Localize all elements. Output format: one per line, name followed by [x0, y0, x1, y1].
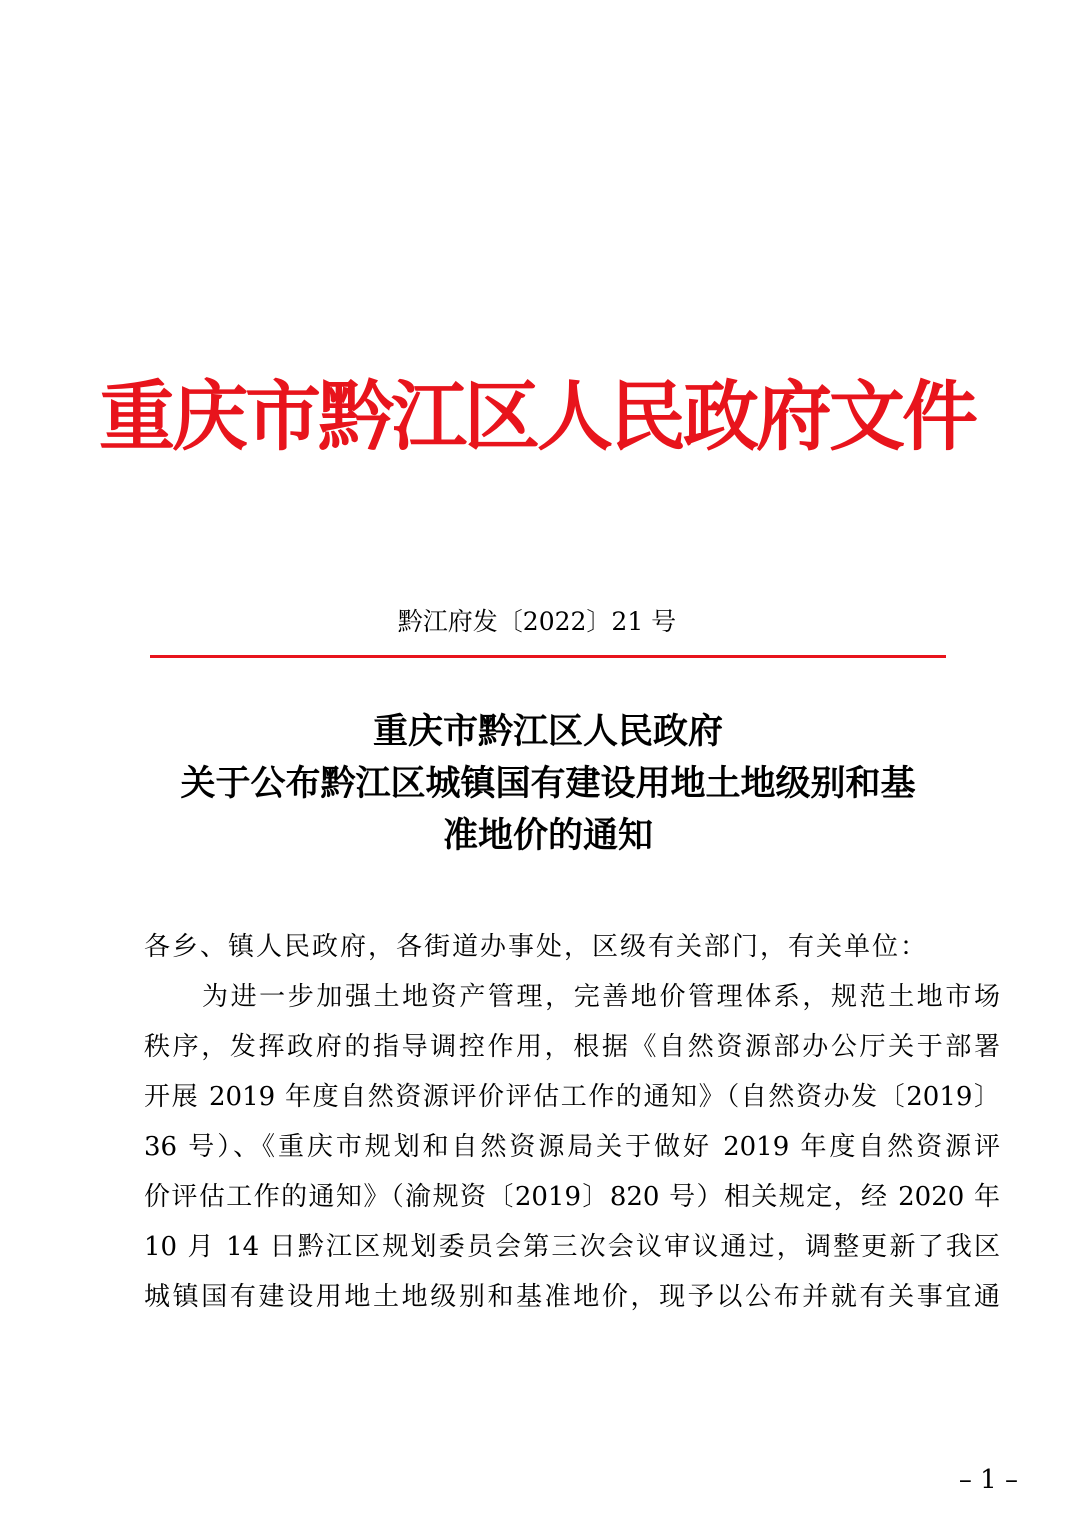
body-line: 为进一步加强土地资产管理，完善地价管理体系，规范土地市场	[202, 982, 1000, 1012]
red-header-title: 重庆市黔江区人民政府文件	[99, 372, 975, 461]
red-divider-line	[150, 655, 946, 658]
body-line: 开展 2019 年度自然资源评价评估工作的通知》（自然资办发〔2019〕	[144, 1082, 1000, 1112]
notice-title	[150, 706, 946, 862]
salutation: 各乡、镇人民政府，各街道办事处，区级有关部门，有关单位：	[144, 932, 929, 962]
body-line: 36 号）、《重庆市规划和自然资源局关于做好 2019 年度自然资源评	[144, 1132, 1000, 1162]
page-number: – 1 –	[958, 1465, 1018, 1495]
body-line: 价评估工作的通知》（渝规资〔2019〕820 号）相关规定，经 2020 年	[144, 1182, 1000, 1212]
body-line: 10 月 14 日黔江区规划委员会第三次会议审议通过，调整更新了我区	[144, 1232, 1000, 1262]
document-number: 黔江府发〔2022〕21 号	[397, 607, 677, 636]
notice-title-line-1: 重庆市黔江区人民政府	[372, 711, 723, 752]
body-line: 秩序，发挥政府的指导调控作用，根据《自然资源部办公厅关于部署	[144, 1032, 1000, 1062]
body-line: 城镇国有建设用地土地级别和基准地价，现予以公布并就有关事宜通	[144, 1282, 1000, 1312]
notice-title-line-3: 准地价的通知	[442, 815, 653, 856]
body-paragraph	[144, 972, 1000, 1322]
notice-title-line-2: 关于公布黔江区城镇国有建设用地土地级别和基	[180, 763, 916, 804]
